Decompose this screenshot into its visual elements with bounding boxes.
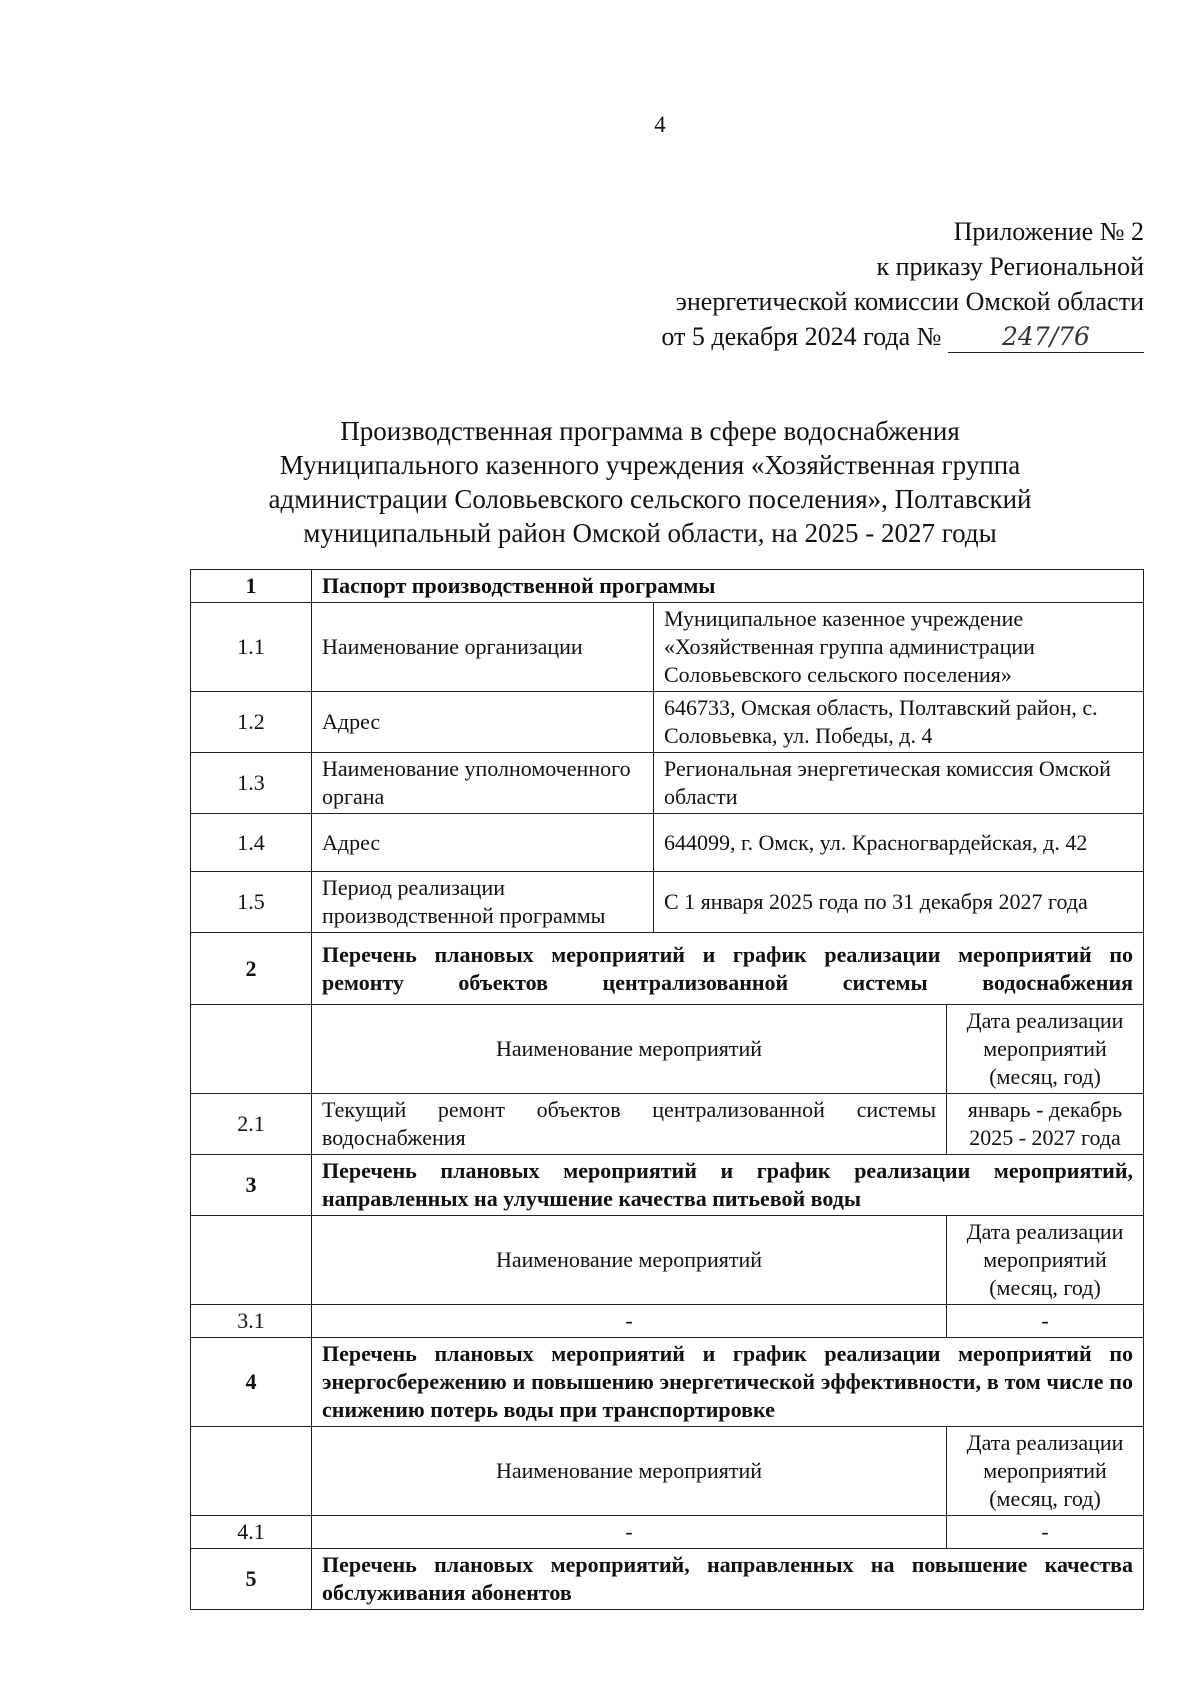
section-title: Перечень плановых мероприятий и график реализации мероприятий, направленных на улучшение качества питьевой воды <box>312 1155 1144 1216</box>
row-number: 3.1 <box>191 1305 312 1338</box>
row-value: С 1 января 2025 года по 31 декабря 2027 года <box>654 872 1144 933</box>
row-value: 646733, Омская область, Полтавский район, с. Соловьевка, ул. Победы, д. 4 <box>654 692 1144 753</box>
table-row <box>191 1305 1144 1338</box>
appendix-line-2: к приказу Региональной <box>876 252 1144 281</box>
row-number: 4.1 <box>191 1516 312 1549</box>
section-number: 5 <box>191 1549 312 1610</box>
table-row <box>191 1516 1144 1549</box>
event-name: - <box>312 1516 947 1549</box>
section-number: 4 <box>191 1338 312 1427</box>
row-label: Наименование уполномоченного органа <box>312 753 654 814</box>
column-header-date: Дата реализации мероприятий (месяц, год) <box>947 1005 1144 1094</box>
row-value: Региональная энергетическая комиссия Омской области <box>654 753 1144 814</box>
row-label: Адрес <box>312 814 654 872</box>
event-date: январь - декабрь 2025 - 2027 года <box>947 1094 1144 1155</box>
order-number-handwritten: 247/76 <box>948 322 1144 353</box>
row-number: 1.4 <box>191 814 312 872</box>
row-label: Наименование организации <box>312 603 654 692</box>
table-row <box>191 603 1144 692</box>
row-number: 2.1 <box>191 1094 312 1155</box>
table-row <box>191 872 1144 933</box>
row-label: Период реализации производственной программы <box>312 872 654 933</box>
column-header-row <box>191 1005 1144 1094</box>
column-header-name: Наименование мероприятий <box>312 1216 947 1305</box>
column-header-row <box>191 1216 1144 1305</box>
row-number: 1.5 <box>191 872 312 933</box>
section-number: 2 <box>191 933 312 1005</box>
table-row <box>191 1094 1144 1155</box>
section-title: Паспорт производственной программы <box>312 570 1144 603</box>
empty-cell <box>191 1427 312 1516</box>
column-header-date: Дата реализации мероприятий (месяц, год) <box>947 1427 1144 1516</box>
row-value: Муниципальное казенное учреждение «Хозяйственная группа администрации Соловьевского сельского поселения» <box>654 603 1144 692</box>
column-header-name: Наименование мероприятий <box>312 1005 947 1094</box>
title-line-2: Муниципального казенного учреждения «Хозяйственная группа <box>279 450 1021 480</box>
appendix-line-3: энергетической комиссии Омской области <box>675 287 1144 316</box>
event-date: - <box>947 1516 1144 1549</box>
appendix-line-4 <box>544 319 1144 354</box>
row-value: 644099, г. Омск, ул. Красногвардейская, д. 42 <box>654 814 1144 872</box>
column-header-row <box>191 1427 1144 1516</box>
section-row-3 <box>191 1155 1144 1216</box>
event-name: - <box>312 1305 947 1338</box>
section-title: Перечень плановых мероприятий и график реализации мероприятий по энергосбережению и повышению энергетической эффективности, в том числе по снижению потерь воды при транспортировке <box>312 1338 1144 1427</box>
table-row <box>191 692 1144 753</box>
section-title: Перечень плановых мероприятий, направленных на повышение качества обслуживания абонентов <box>312 1549 1144 1610</box>
section-row-5 <box>191 1549 1144 1610</box>
empty-cell <box>191 1216 312 1305</box>
column-header-name: Наименование мероприятий <box>312 1427 947 1516</box>
section-row-1 <box>191 570 1144 603</box>
row-number: 1.3 <box>191 753 312 814</box>
section-row-4 <box>191 1338 1144 1427</box>
column-header-date: Дата реализации мероприятий (месяц, год) <box>947 1216 1144 1305</box>
row-number: 1.2 <box>191 692 312 753</box>
title-line-1: Производственная программа в сфере водоснабжения <box>340 416 960 446</box>
title-line-3: администрации Соловьевского сельского поселения», Полтавский <box>268 484 1032 514</box>
event-name: Текущий ремонт объектов централизованной системы водоснабжения <box>312 1094 947 1155</box>
table-row <box>191 814 1144 872</box>
event-date: - <box>947 1305 1144 1338</box>
page-number: 4 <box>654 112 666 137</box>
section-number: 1 <box>191 570 312 603</box>
appendix-line-1: Приложение № 2 <box>953 217 1144 246</box>
document-title <box>200 414 1100 550</box>
appendix-header <box>544 214 1144 354</box>
title-line-4: муниципальный район Омской области, на 2025 - 2027 годы <box>303 518 997 548</box>
program-table <box>190 569 1144 1610</box>
row-label: Адрес <box>312 692 654 753</box>
section-title: Перечень плановых мероприятий и график реализации мероприятий по ремонту объектов централизованной системы водоснабжения <box>312 933 1144 1005</box>
row-number: 1.1 <box>191 603 312 692</box>
order-date: от 5 декабря 2024 года № <box>661 322 942 351</box>
table-row <box>191 753 1144 814</box>
empty-cell <box>191 1005 312 1094</box>
section-number: 3 <box>191 1155 312 1216</box>
section-row-2 <box>191 933 1144 1005</box>
